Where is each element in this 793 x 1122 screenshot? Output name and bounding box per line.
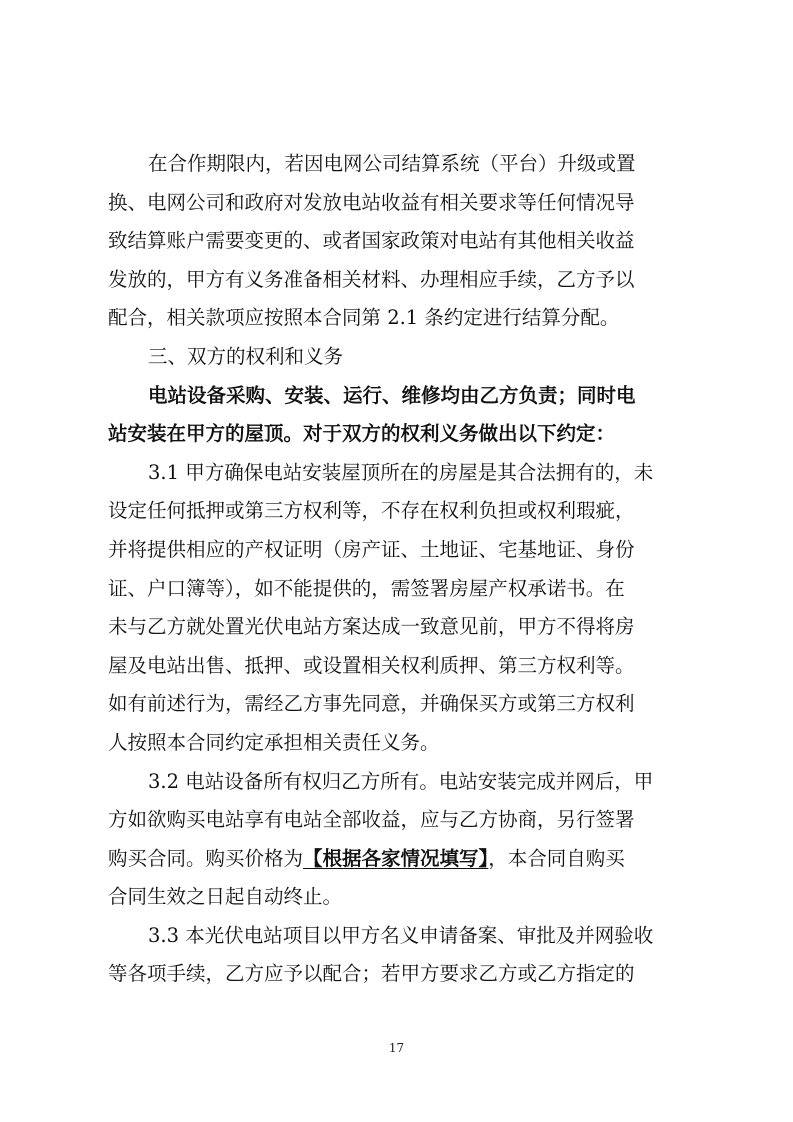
clause-text: 购买合同。购买价格为 (108, 846, 304, 870)
clause-line: 证、户口簿等），如不能提供的，需签署房屋产权承诺书。在 (108, 576, 625, 600)
clause-line: 设定任何抵押或第三方权利等，不存在权利负担或权利瑕疵， (108, 499, 635, 523)
clause-line: 3.3 本光伏电站项目以甲方名义申请备案、审批及并网验收 (148, 923, 654, 947)
clause-line: 3.1 甲方确保电站安装屋顶所在的房屋是其合法拥有的，未 (148, 460, 654, 484)
clause-3-3 (108, 917, 692, 994)
paragraph-line: 在合作期限内，若因电网公司结算系统（平台）升级或置 (148, 152, 636, 175)
paragraph-line: 换、电网公司和政府对发放电站收益有相关要求等任何情况导 (108, 190, 635, 214)
clause-line: 方如欲购买电站享有电站全部收益，应与乙方协商，另行签署 (108, 808, 635, 832)
paragraph-line: 配合，相关款项应按照本合同第 2.1 条约定进行结算分配。 (108, 306, 620, 330)
price-placeholder: 【根据各家情况填写】 (303, 846, 489, 870)
bold-paragraph (108, 377, 692, 454)
clause-3-2 (108, 763, 692, 917)
clause-line: 未与乙方就处置光伏电站方案达成一致意见前，甲方不得将房 (108, 615, 635, 639)
page-number: 17 (388, 1041, 405, 1055)
clause-line: 人按照本合同约定承担相关责任义务。 (108, 730, 440, 754)
document-body (108, 145, 692, 994)
bold-paragraph-line: 电站设备采购、安装、运行、维修均由乙方负责；同时电 (148, 383, 636, 407)
section-heading: 三、双方的权利和义务 (148, 344, 344, 368)
paragraph-line: 致结算账户需要变更的、或者国家政策对电站有其他相关收益 (108, 229, 635, 253)
clause-line: 并将提供相应的产权证明（房产证、土地证、宅基地证、身份 (108, 537, 635, 561)
clause-line (108, 840, 692, 879)
clause-line: 3.2 电站设备所有权归乙方所有。电站安装完成并网后，甲 (148, 769, 654, 793)
clause-line: 如有前述行为，需经乙方事先同意，并确保买方或第三方权利 (108, 692, 635, 716)
clause-line: 屋及电站出售、抵押、或设置相关权利质押、第三方权利等。 (108, 653, 635, 677)
bold-paragraph-line: 站安装在甲方的屋顶。对于双方的权利义务做出以下约定： (108, 422, 616, 446)
clause-line: 等各项手续，乙方应予以配合；若甲方要求乙方或乙方指定的 (108, 962, 635, 986)
clause-text: ，本合同自购买 (488, 846, 625, 870)
paragraph-settlement-account (108, 145, 692, 338)
paragraph-line: 发放的，甲方有义务准备相关材料、办理相应手续，乙方予以 (108, 267, 635, 291)
clause-line: 合同生效之日起自动终止。 (108, 885, 343, 909)
clause-3-1 (108, 454, 692, 763)
